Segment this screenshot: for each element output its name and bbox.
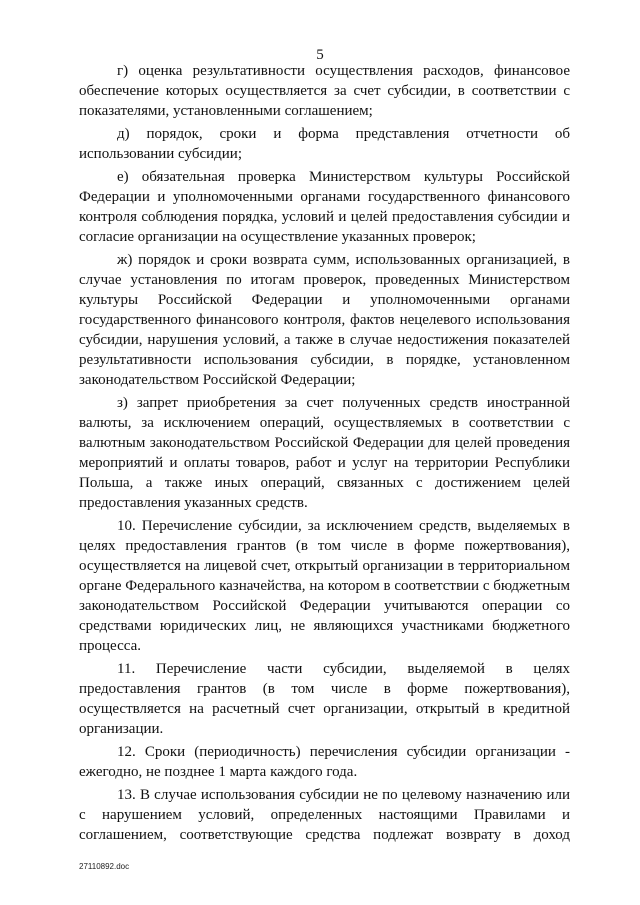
paragraph-zh: ж) порядок и сроки возврата сумм, использованных организацией, в случае установления по итогам проверок, проведенных Министерством культуры Российской Федерации и уполномоченными органами государственного финансового контроля, фактов нецелевого использования субсидии, нарушения условий, а также в случае недостижения показателей результативности использования субсидии, в порядке, установленном законодательством Российской Федерации;	[79, 252, 570, 388]
paragraph-z: з) запрет приобретения за счет полученных средств иностранной валюты, за исключением операций, осуществляемых в соответствии с валютным законодательством Российской Федерации для целей проведения мероприятий и оплаты товаров, работ и услуг на территории Республики Польша, а также иных операций, связанных с достижением целей предоставления указанных средств.	[79, 395, 570, 511]
paragraph-13: 13. В случае использования субсидии не по целевому назначению или с нарушением условий, определенных настоящими Правилами и соглашением, соответствующие средства подлежат возврату в доход	[79, 787, 570, 843]
paragraph-g: г) оценка результативности осуществления расходов, финансовое обеспечение которых осуществляется за счет субсидии, в соответствии с показателями, установленными соглашением;	[79, 63, 570, 119]
document-body	[79, 61, 570, 848]
paragraph-12: 12. Сроки (периодичность) перечисления субсидии организации - ежегодно, не позднее 1 марта каждого года.	[79, 744, 570, 780]
paragraph-d: д) порядок, сроки и форма представления отчетности об использовании субсидии;	[79, 126, 570, 162]
paragraph-11: 11. Перечисление части субсидии, выделяемой в целях предоставления грантов (в том числе в форме пожертвования), осуществляется на расчетный счет организации, открытый в кредитной организации.	[79, 661, 570, 737]
page-number: 5	[316, 47, 324, 63]
document-code-footer: 27110892.doc	[79, 862, 130, 871]
paragraph-10: 10. Перечисление субсидии, за исключением средств, выделяемых в целях предоставления грантов (в том числе в форме пожертвования), осуществляется на лицевой счет, открытый организации в территориальном органе Федерального казначейства, на котором в соответствии с бюджетным законодательством Российской Федерации учитываются операции со средствами юридических лиц, не являющихся участниками бюджетного процесса.	[79, 518, 570, 654]
paragraph-e: е) обязательная проверка Министерством культуры Российской Федерации и уполномоченными органами государственного финансового контроля соблюдения порядка, условий и целей предоставления субсидии и согласие организации на осуществление указанных проверок;	[79, 169, 570, 245]
